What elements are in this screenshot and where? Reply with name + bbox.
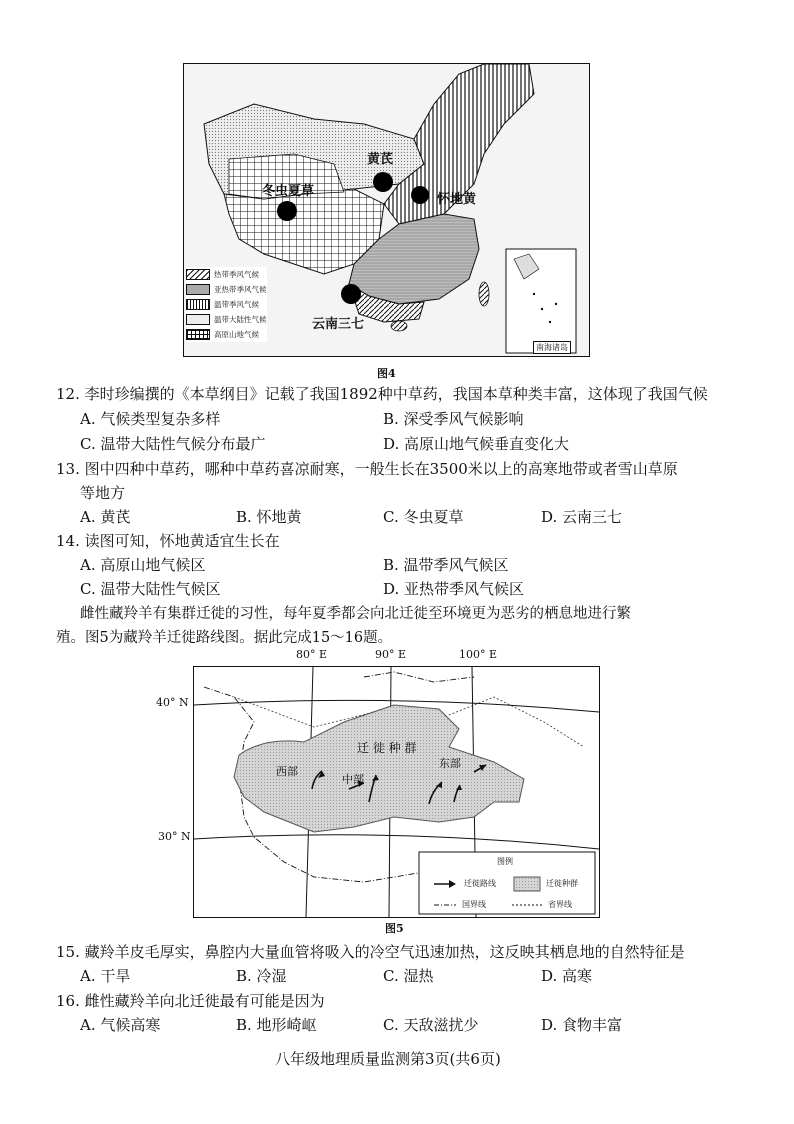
legend-temperate-continental: 温带大陆性气候 (186, 312, 267, 327)
q13-stem: 13. 图中四种中草药，哪种中草药喜凉耐寒，一般生长在3500米以上的高寒地带或者雪山草原 (56, 460, 678, 478)
lat-label-30: 30° N (158, 830, 191, 843)
q13-option-c: C. 冬虫夏草 (383, 508, 464, 526)
figure5-migration-map (193, 666, 600, 918)
inset-label: 南海诸岛 (533, 341, 571, 354)
label-huangqi: 黄芪 (367, 152, 394, 167)
label-middle: 中部 (342, 773, 364, 786)
q15-option-a: A. 干旱 (80, 967, 131, 985)
label-sanqi: 云南三七 (312, 317, 365, 332)
q14-option-c: C. 温带大陆性气候区 (80, 580, 221, 598)
q16-option-b: B. 地形崎岖 (236, 1016, 317, 1034)
legend-route: 迁徙路线 (464, 879, 496, 888)
figure4-caption: 图4 (377, 367, 396, 380)
huaidihuang-marker (411, 186, 429, 204)
q16-option-a: A. 气候高寒 (80, 1016, 161, 1034)
q14-option-b: B. 温带季风气候区 (383, 556, 509, 574)
q13-option-b: B. 怀地黄 (236, 508, 302, 526)
q13-option-d: D. 云南三七 (541, 508, 623, 526)
q12-option-d: D. 高原山地气候垂直变化大 (383, 435, 570, 453)
q15-option-b: B. 冷湿 (236, 967, 287, 985)
q12-stem: 12. 李时珍编撰的《本草纲目》记载了我国1892种中草药，我国本草种类丰富，这体现了我国气候 (56, 385, 708, 403)
hainan-island (391, 321, 407, 331)
q13-option-a: A. 黄芪 (80, 508, 131, 526)
q16-option-d: D. 食物丰富 (541, 1016, 623, 1034)
q13-stem-cont: 等地方 (80, 484, 126, 502)
label-dongchong: 冬虫夏草 (262, 184, 315, 199)
sanqi-marker (341, 284, 361, 304)
q15-option-c: C. 湿热 (383, 967, 434, 985)
legend-national-border: 国界线 (462, 900, 486, 909)
lat-30-line (194, 835, 599, 849)
legend-population: 迁徙种群 (546, 879, 578, 888)
legend-title: 图例 (497, 857, 513, 866)
label-migration-group: 迁 徙 种 群 (357, 741, 417, 755)
intro-line1: 雌性藏羚羊有集群迁徙的习性，每年夏季都会向北迁徙至环境更为恶劣的栖息地进行繁 (80, 606, 631, 622)
legend-subtropical: 亚热带季风气候 (186, 282, 267, 297)
q16-stem: 16. 雌性藏羚羊向北迁徙最有可能是因为 (56, 992, 325, 1010)
q12-option-a: A. 气候类型复杂多样 (80, 410, 221, 428)
label-east: 东部 (439, 757, 461, 770)
taiwan-island (479, 282, 489, 306)
q14-stem: 14. 读图可知，怀地黄适宜生长在 (56, 532, 280, 550)
intro-line2: 殖。图5为藏羚羊迁徙路线图。据此完成15～16题。 (56, 630, 393, 646)
lat-label-40: 40° N (156, 696, 189, 709)
label-huaidihuang: 怀地黄 (437, 192, 477, 207)
migration-map-svg (194, 667, 599, 917)
q14-option-d: D. 亚热带季风气候区 (383, 580, 525, 598)
lon-label-80: 80° E (296, 648, 328, 661)
figure4-legend (186, 267, 267, 342)
lon-label-100: 100° E (459, 648, 498, 661)
q14-option-a: A. 高原山地气候区 (80, 556, 206, 574)
dongchong-marker (277, 201, 297, 221)
q12-option-c: C. 温带大陆性气候分布最广 (80, 435, 266, 453)
legend-plateau: 高原山地气候 (186, 327, 267, 342)
label-west: 西部 (276, 765, 298, 778)
page-footer: 八年级地理质量监测第3页(共6页) (275, 1050, 501, 1068)
figure5-caption: 图5 (385, 922, 404, 935)
legend-province-border: 省界线 (548, 900, 572, 909)
q15-option-d: D. 高寒 (541, 967, 593, 985)
lon-label-90: 90° E (375, 648, 407, 661)
huangqi-marker (373, 172, 393, 192)
legend-tropical: 热带季风气候 (186, 267, 267, 282)
legend-temperate-monsoon: 温带季风气候 (186, 297, 267, 312)
q15-stem: 15. 藏羚羊皮毛厚实，鼻腔内大量血管将吸入的冷空气迅速加热，这反映其栖息地的自然特征是 (56, 943, 685, 961)
q12-option-b: B. 深受季风气候影响 (383, 410, 524, 428)
figure4-climate-map (183, 63, 590, 357)
q16-option-c: C. 天敌滋扰少 (383, 1016, 479, 1034)
